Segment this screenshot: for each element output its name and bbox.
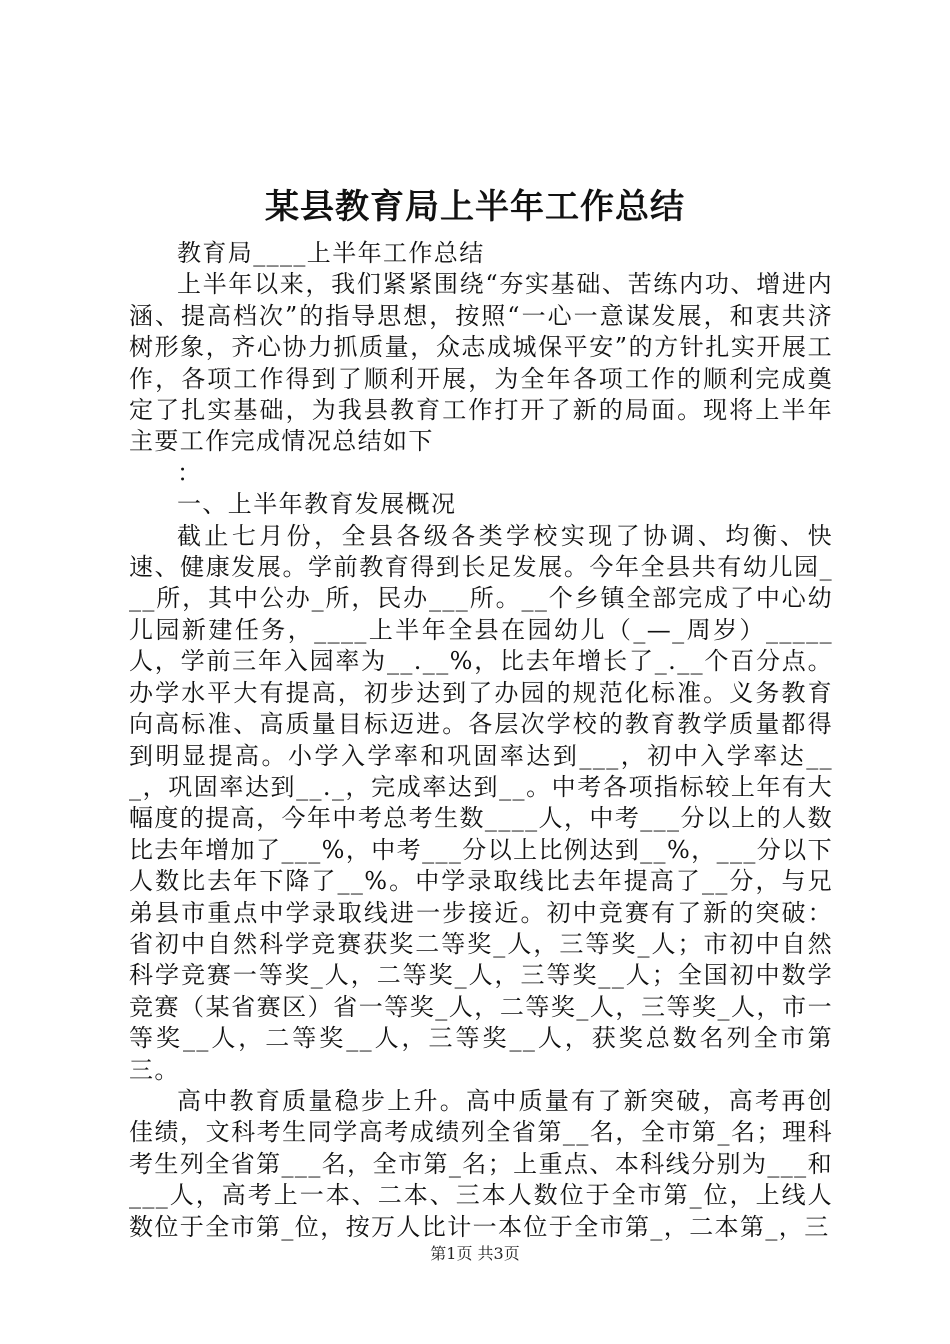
document-body <box>129 238 833 1243</box>
paragraph-high-school: 高中教育质量稳步上升。高中质量有了新突破，高考再创佳绩，文科考生同学高考成绩列全省第__名，全市第_名；理科考生列全省第___名，全市第_名；上重点、本科线分别为___和___人，高考上一本、二本、三本人数位于全市第_位，上线人数位于全市第_位，按万人比计一本位于全市第_，二本第_，三 <box>129 1086 833 1241</box>
paragraph-overview: 截止七月份，全县各级各类学校实现了协调、均衡、快速、健康发展。学前教育得到长足发展。今年全县共有幼儿园___所，其中公办_所，民办___所。__个乡镇全部完成了中心幼儿园新建任务，____上半年全县在园幼儿（_—_周岁）_____人，学前三年入园率为__.__%，比去年增长了_.__个百分点。办学水平大有提高，初步达到了办园的规范化标准。义务教育向高标准、高质量目标迈进。各层次学校的教育教学质量都得到明显提高。小学入学率和巩固率达到___，初中入学率达___，巩固率达到__._，完成率达到__。中考各项指标较上年有大幅度的提高，今年中考总考生数____人，中考___分以上的人数比去年增加了___%，中考___分以上比例达到__%，___分以下人数比去年下降了__%。中学录取线比去年提高了__分，与兄弟县市重点中学录取线进一步接近。初中竞赛有了新的突破：省初中自然科学竞赛获奖二等奖_人，三等奖_人；市初中自然科学竞赛一等奖_人，二等奖_人，三等奖__人；全国初中数学竞赛（某省赛区）省一等奖_人，二等奖_人，三等奖_人，市一等奖__人，二等奖__人，三等奖__人，获奖总数名列全市第三。 <box>129 521 833 1084</box>
section-heading: 一、上半年教育发展概况 <box>177 490 457 519</box>
paragraph-colon: ： <box>177 458 203 487</box>
paragraph-intro: 上半年以来，我们紧紧围绕“夯实基础、苦练内功、增进内涵、提高档次”的指导思想，按照“一心一意谋发展，和衷共济树形象，齐心协力抓质量，众志成城保平安”的方针扎实开展工作，各项工作得到了顺利开展，为全年各项工作的顺利完成奠定了扎实基础，为我县教育工作打开了新的局面。现将上半年主要工作完成情况总结如下 <box>129 270 833 456</box>
paragraph-subtitle: 教育局____上半年工作总结 <box>177 239 485 267</box>
document-title: 某县教育局上半年工作总结 <box>265 187 685 227</box>
page-number-footer: 第1页 共3页 <box>430 1244 520 1263</box>
